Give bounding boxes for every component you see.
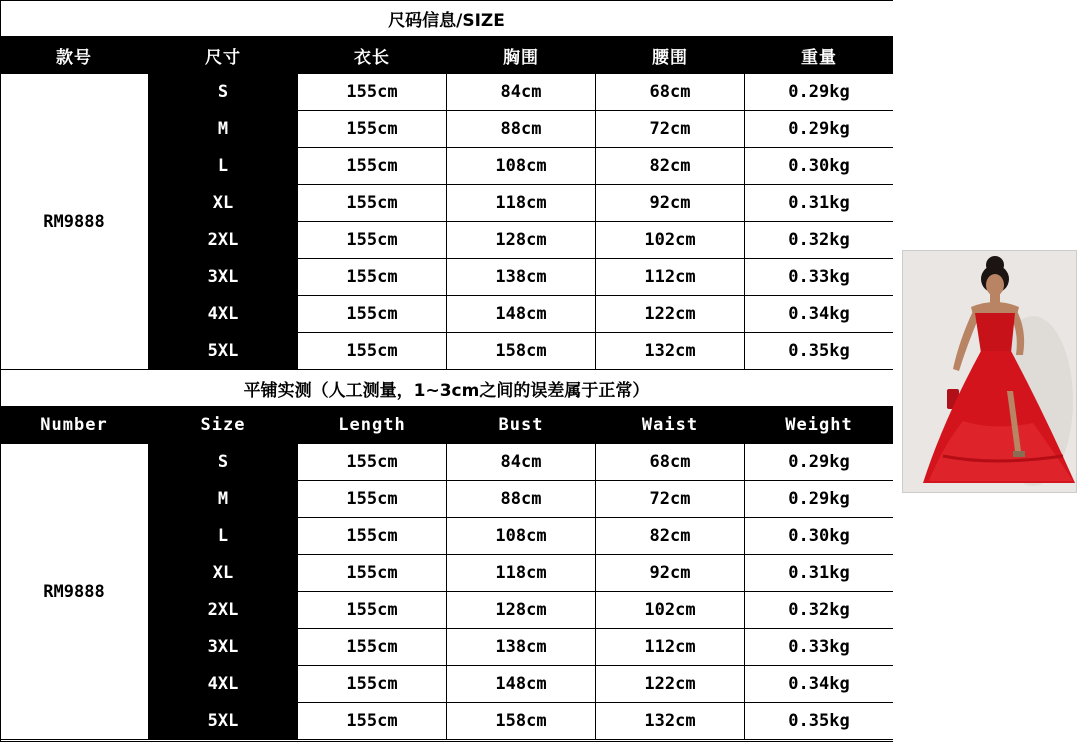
section2-header-3: Bust [447, 407, 596, 444]
section2-weight-cell: 0.31kg [745, 555, 894, 592]
section2-size-cell: 4XL [149, 666, 298, 703]
section2-length-cell: 155cm [298, 703, 447, 740]
section1-waist-cell: 72cm [596, 111, 745, 148]
section2-waist-cell: 102cm [596, 592, 745, 629]
section2-bust-cell: 138cm [447, 629, 596, 666]
section2-weight-cell: 0.35kg [745, 703, 894, 740]
section2-title: 平铺实测（人工测量，1~3cm之间的误差属于正常） [0, 370, 894, 407]
section1-weight-cell: 0.34kg [745, 296, 894, 333]
section2-size-cell: XL [149, 555, 298, 592]
section2-weight-cell: 0.30kg [745, 518, 894, 555]
section1-waist-cell: 68cm [596, 74, 745, 111]
section1-bust-cell: 84cm [447, 74, 596, 111]
section2-bust-cell: 148cm [447, 666, 596, 703]
section2-size-cell: 3XL [149, 629, 298, 666]
section1-bust-cell: 118cm [447, 185, 596, 222]
section1-header-5: 重量 [745, 37, 894, 74]
section1-waist-cell: 102cm [596, 222, 745, 259]
section2-waist-cell: 112cm [596, 629, 745, 666]
section1-header-1: 尺寸 [149, 37, 298, 74]
section2-weight-cell: 0.29kg [745, 444, 894, 481]
section1-size-cell: S [149, 74, 298, 111]
model-in-red-dress-image [903, 251, 1077, 493]
section1-bust-cell: 148cm [447, 296, 596, 333]
section1-bust-cell: 138cm [447, 259, 596, 296]
section1-weight-cell: 0.35kg [745, 333, 894, 370]
section1-length-cell: 155cm [298, 296, 447, 333]
section2-length-cell: 155cm [298, 629, 447, 666]
section1-waist-cell: 92cm [596, 185, 745, 222]
section1-bust-cell: 108cm [447, 148, 596, 185]
section2-header-0: Number [0, 407, 149, 444]
section2-bust-cell: 118cm [447, 555, 596, 592]
section1-waist-cell: 82cm [596, 148, 745, 185]
section1-weight-cell: 0.30kg [745, 148, 894, 185]
section2-model-number: RM9888 [0, 444, 149, 740]
section1-size-cell: 4XL [149, 296, 298, 333]
section2-waist-cell: 82cm [596, 518, 745, 555]
section1-size-cell: L [149, 148, 298, 185]
section1-waist-cell: 132cm [596, 333, 745, 370]
section1-weight-cell: 0.33kg [745, 259, 894, 296]
section2-header-4: Waist [596, 407, 745, 444]
section1-size-cell: 2XL [149, 222, 298, 259]
section2-weight-cell: 0.29kg [745, 481, 894, 518]
section2-bust-cell: 108cm [447, 518, 596, 555]
section2-waist-cell: 72cm [596, 481, 745, 518]
section2-length-cell: 155cm [298, 481, 447, 518]
section1-header-4: 腰围 [596, 37, 745, 74]
section2-bust-cell: 84cm [447, 444, 596, 481]
section1-waist-cell: 122cm [596, 296, 745, 333]
section1-size-cell: M [149, 111, 298, 148]
section2-weight-cell: 0.32kg [745, 592, 894, 629]
section1-length-cell: 155cm [298, 333, 447, 370]
section2-size-cell: 5XL [149, 703, 298, 740]
section1-size-cell: 3XL [149, 259, 298, 296]
section2-size-cell: 2XL [149, 592, 298, 629]
section2-waist-cell: 92cm [596, 555, 745, 592]
section1-length-cell: 155cm [298, 259, 447, 296]
section2-size-cell: M [149, 481, 298, 518]
section1-header-2: 衣长 [298, 37, 447, 74]
section1-length-cell: 155cm [298, 222, 447, 259]
section1-weight-cell: 0.29kg [745, 111, 894, 148]
section2-header-5: Weight [745, 407, 894, 444]
section1-weight-cell: 0.29kg [745, 74, 894, 111]
section1-size-cell: 5XL [149, 333, 298, 370]
section2-bust-cell: 88cm [447, 481, 596, 518]
section1-weight-cell: 0.32kg [745, 222, 894, 259]
section1-length-cell: 155cm [298, 148, 447, 185]
section2-length-cell: 155cm [298, 555, 447, 592]
section2-bust-cell: 158cm [447, 703, 596, 740]
section2-size-cell: S [149, 444, 298, 481]
section1-length-cell: 155cm [298, 74, 447, 111]
section2-waist-cell: 132cm [596, 703, 745, 740]
section2-header-2: Length [298, 407, 447, 444]
section2-weight-cell: 0.33kg [745, 629, 894, 666]
section1-title: 尺码信息/SIZE [0, 0, 894, 37]
section1-length-cell: 155cm [298, 185, 447, 222]
section2-waist-cell: 68cm [596, 444, 745, 481]
section1-header-0: 款号 [0, 37, 149, 74]
section1-waist-cell: 112cm [596, 259, 745, 296]
section2-length-cell: 155cm [298, 444, 447, 481]
section1-bust-cell: 128cm [447, 222, 596, 259]
section1-length-cell: 155cm [298, 111, 447, 148]
section1-model-number: RM9888 [0, 74, 149, 370]
section2-weight-cell: 0.34kg [745, 666, 894, 703]
section2-header-1: Size [149, 407, 298, 444]
product-photo [902, 250, 1077, 493]
section1-header-3: 胸围 [447, 37, 596, 74]
section1-bust-cell: 88cm [447, 111, 596, 148]
section2-bust-cell: 128cm [447, 592, 596, 629]
section1-size-cell: XL [149, 185, 298, 222]
section2-length-cell: 155cm [298, 592, 447, 629]
section2-waist-cell: 122cm [596, 666, 745, 703]
section1-weight-cell: 0.31kg [745, 185, 894, 222]
section2-length-cell: 155cm [298, 666, 447, 703]
section2-length-cell: 155cm [298, 518, 447, 555]
section1-bust-cell: 158cm [447, 333, 596, 370]
section2-size-cell: L [149, 518, 298, 555]
